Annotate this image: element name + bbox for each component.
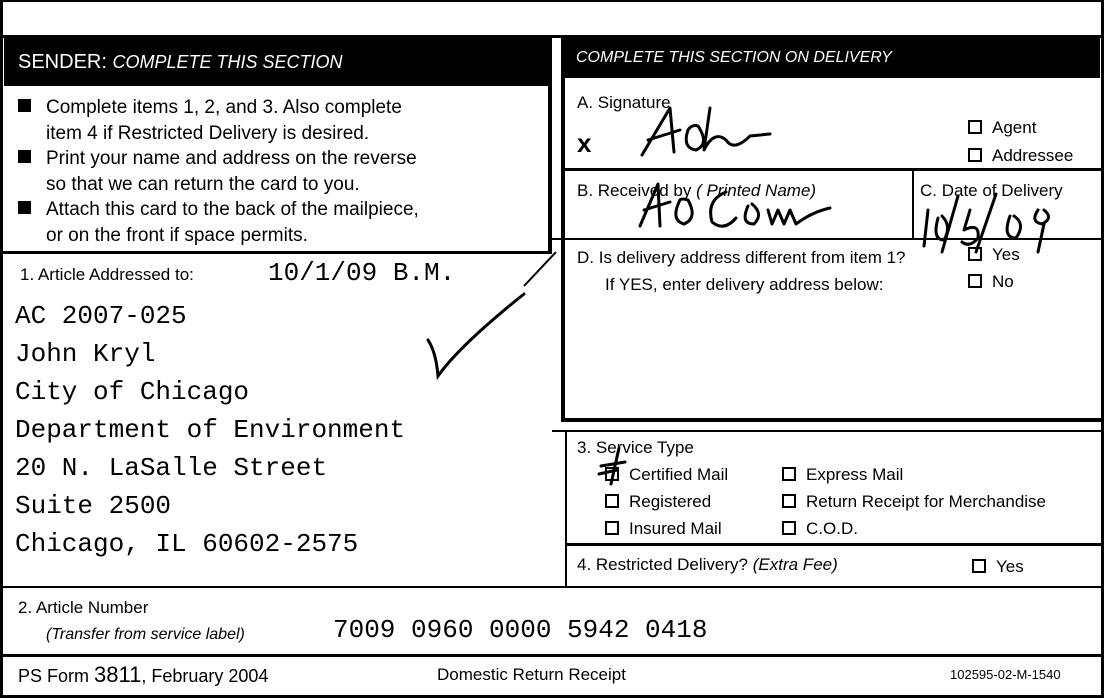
instructions-list: [18, 95, 419, 248]
checkmark-handwritten-icon: [420, 290, 530, 390]
service-option-registered[interactable]: Registered: [605, 492, 711, 512]
bullet-square-icon: [18, 201, 31, 214]
address-line: John Kryl: [15, 339, 156, 369]
instruction-item-cont: so that we can return the card to you.: [46, 173, 360, 195]
received-date-divider: [912, 170, 914, 240]
addressee-checkbox[interactable]: [968, 148, 982, 162]
agent-option[interactable]: Agent: [968, 118, 1036, 138]
sender-header: [4, 38, 550, 86]
service-option-return-receipt[interactable]: Return Receipt for Merchandise: [782, 492, 1046, 512]
date-of-delivery-label: C. Date of Delivery: [920, 181, 1063, 200]
address-no-checkbox[interactable]: [968, 274, 982, 288]
registered-checkbox[interactable]: [605, 494, 619, 508]
address-yes-checkbox[interactable]: [968, 247, 982, 261]
address-line: AC 2007-025: [15, 301, 187, 331]
instruction-item: Complete items 1, 2, and 3. Also complete: [18, 95, 419, 121]
certified-check-handwritten-icon: [595, 444, 635, 490]
instruction-item: Print your name and address on the reverse: [18, 146, 419, 172]
service-option-express[interactable]: Express Mail: [782, 465, 903, 485]
signature-handwritten-icon: [630, 100, 780, 165]
service-option-insured[interactable]: Insured Mail: [605, 519, 722, 539]
delivery-d-bottom-rule: [561, 418, 1104, 422]
footer-top-rule: [0, 654, 1104, 657]
left-border: [0, 0, 3, 698]
received-by-label: B. Received by ( Printed Name): [577, 181, 817, 200]
service-type-label: 3. Service Type: [577, 438, 694, 457]
address-line: Suite 2500: [15, 491, 172, 521]
service-option-cod[interactable]: C.O.D.: [782, 519, 858, 539]
address-line: Chicago, IL 60602-2575: [15, 529, 359, 559]
cod-checkbox[interactable]: [782, 521, 796, 535]
address-different-yes-option[interactable]: Yes: [968, 245, 1020, 265]
address-line: Department of Environment: [15, 415, 406, 445]
article-number-top-rule: [0, 586, 1104, 588]
article-number-label: 2. Article Number: [18, 598, 149, 617]
bullet-square-icon: [18, 99, 31, 112]
instruction-item: Attach this card to the back of the mailpiece,: [18, 197, 419, 223]
agent-checkbox[interactable]: [968, 120, 982, 134]
section-divider: [548, 38, 552, 252]
address-line: City of Chicago: [15, 377, 250, 407]
article-addressed-label: 1. Article Addressed to:: [20, 265, 194, 284]
instructions-bottom-rule: [0, 251, 552, 254]
restricted-yes-option[interactable]: Yes: [972, 557, 1024, 577]
form-code: 102595-02-M-1540: [950, 667, 1061, 682]
service-left-rule: [565, 430, 567, 588]
express-mail-checkbox[interactable]: [782, 467, 796, 481]
signature-label: A. Signature: [577, 93, 671, 112]
delivery-bc-bottom-rule: [552, 238, 1104, 240]
return-receipt-checkbox[interactable]: [782, 494, 796, 508]
service-bottom-rule: [565, 543, 1104, 546]
delivery-a-bottom-rule: [564, 168, 1104, 171]
form-id: PS Form 3811, February 2004: [18, 662, 269, 687]
diagonal-connector: [520, 250, 560, 290]
form-title: Domestic Return Receipt: [437, 665, 626, 684]
address-block: [15, 297, 405, 563]
article-number-value: 7009 0960 0000 5942 0418: [333, 615, 708, 645]
signature-x: x: [577, 128, 592, 158]
sender-header-italic: COMPLETE THIS SECTION: [112, 52, 343, 72]
insured-mail-checkbox[interactable]: [605, 521, 619, 535]
article-number-sublabel: (Transfer from service label): [46, 626, 245, 643]
if-yes-label: If YES, enter delivery address below:: [605, 275, 884, 294]
instruction-item-cont: or on the front if space permits.: [46, 224, 308, 246]
delivery-header-text: COMPLETE THIS SECTION ON DELIVERY: [576, 49, 892, 66]
address-different-no-option[interactable]: No: [968, 272, 1014, 292]
service-option-certified[interactable]: Certified Mail: [605, 465, 728, 485]
service-top-rule: [552, 430, 1104, 432]
received-by-handwritten-icon: [636, 180, 836, 240]
sender-header-main: SENDER:: [18, 51, 107, 73]
delivery-left-rule: [561, 38, 565, 422]
article-addressed-note: 10/1/09 B.M.: [268, 258, 456, 288]
bullet-square-icon: [18, 150, 31, 163]
delivery-header: [564, 38, 1100, 78]
instruction-item-cont: item 4 if Restricted Delivery is desired.: [46, 122, 370, 144]
address-line: 20 N. LaSalle Street: [15, 453, 328, 483]
restricted-yes-checkbox[interactable]: [972, 559, 986, 573]
top-border: [0, 0, 1104, 2]
addressee-option[interactable]: Addressee: [968, 146, 1073, 166]
address-different-label: D. Is delivery address different from item 1?: [577, 248, 906, 267]
restricted-delivery-label: 4. Restricted Delivery? (Extra Fee): [577, 555, 838, 574]
